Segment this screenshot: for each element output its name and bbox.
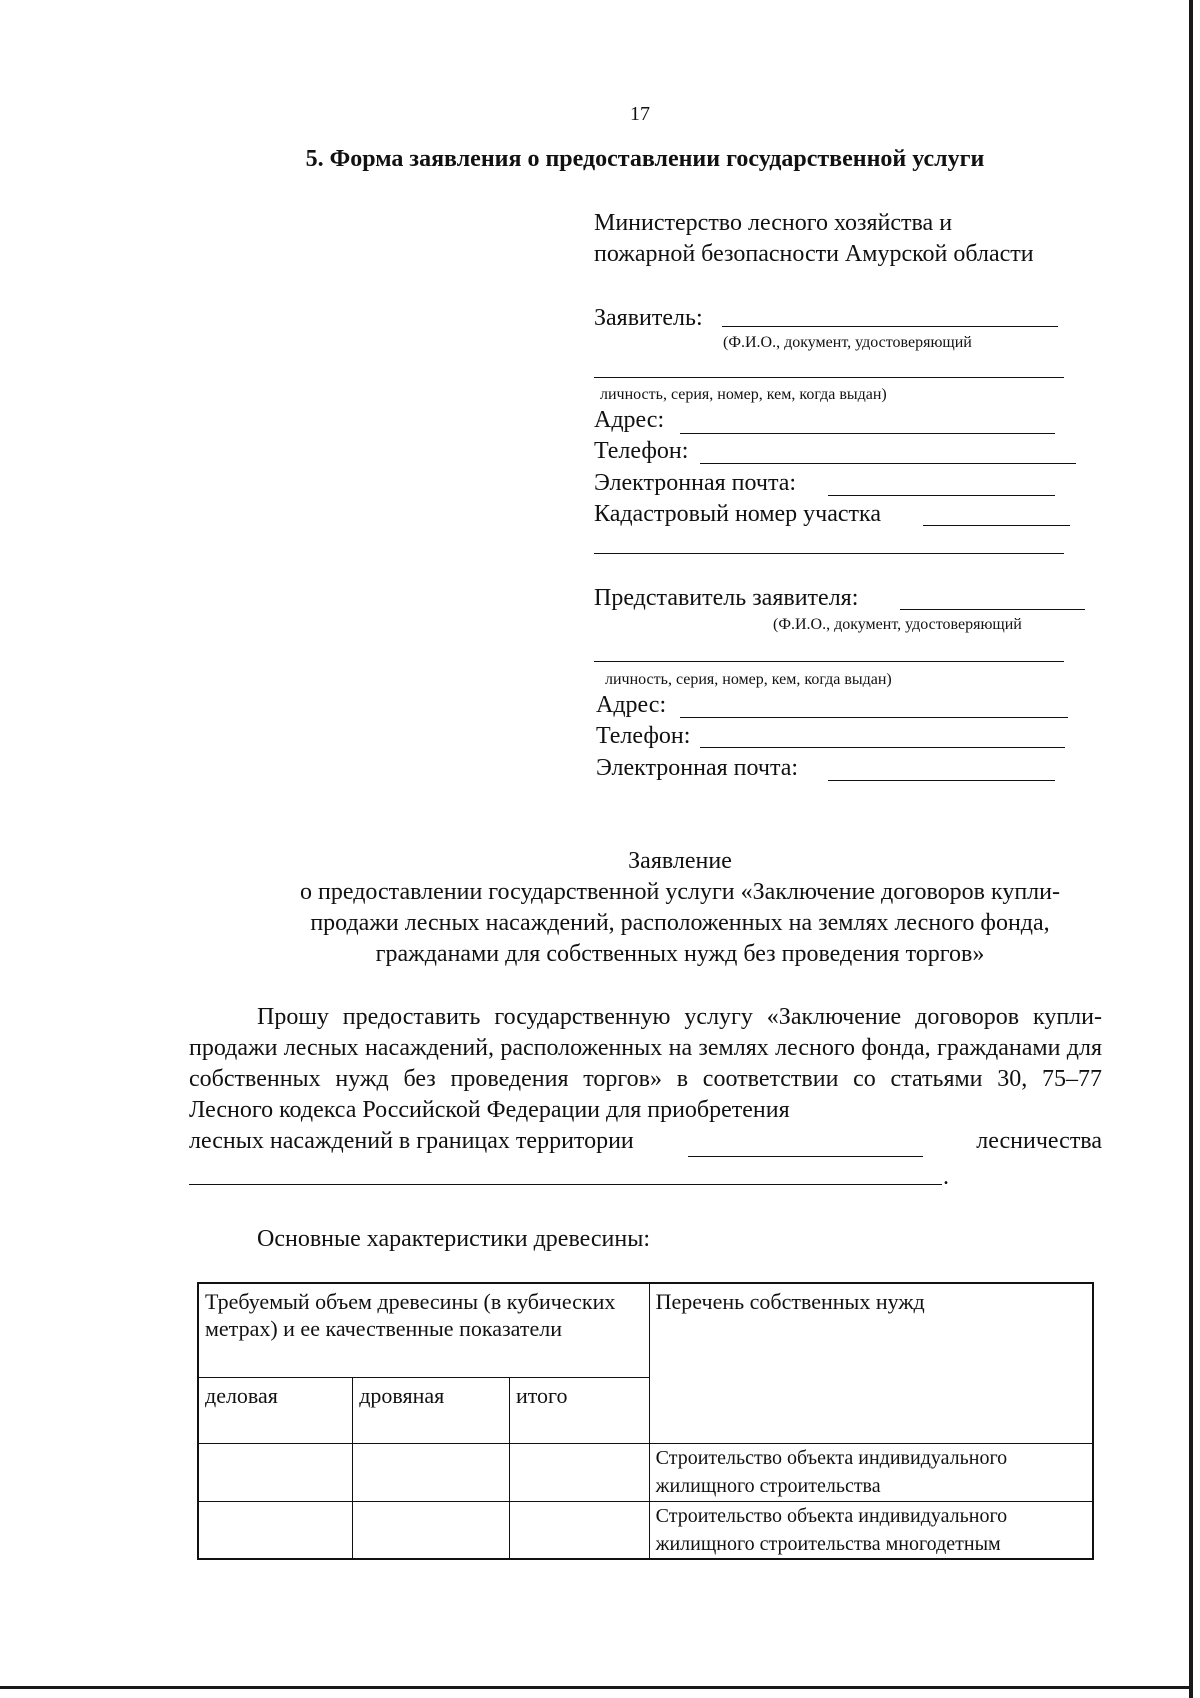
- applicant-email-label: Электронная почта:: [594, 470, 797, 496]
- statement-subtitle-line-2: продажи лесных насаждений, расположенных на землях лесного фонда,: [310, 910, 1050, 936]
- form-heading: 5. Форма заявления о предоставлении государственной услуги: [305, 146, 985, 172]
- addressee-line-2: пожарной безопасности Амурской области: [594, 241, 1034, 267]
- applicant-cadastral-label: Кадастровый номер участка: [594, 501, 881, 527]
- applicant-phone-label: Телефон:: [594, 438, 689, 464]
- representative-hint-line-2: личность, серия, номер, кем, когда выдан): [605, 671, 892, 688]
- need-cell: Строительство объекта индивидуального жилищного строительства: [649, 1443, 1093, 1501]
- total-header: итого: [509, 1377, 649, 1443]
- representative-name-field[interactable]: [900, 609, 1085, 610]
- statement-subtitle-line-3: гражданами для собственных нужд без проведения торгов»: [375, 941, 985, 967]
- applicant-address-field[interactable]: [680, 433, 1055, 434]
- needs-header-cell: Перечень собственных нужд: [649, 1283, 1093, 1443]
- timber-characteristics-table: [197, 1282, 1094, 1560]
- firewood-input-cell[interactable]: [353, 1501, 510, 1559]
- representative-email-field[interactable]: [828, 780, 1055, 781]
- representative-phone-field[interactable]: [700, 747, 1065, 748]
- characteristics-heading: Основные характеристики древесины:: [257, 1226, 651, 1252]
- applicant-email-field[interactable]: [828, 495, 1055, 496]
- representative-address-field[interactable]: [680, 717, 1068, 718]
- applicant-address-label: Адрес:: [594, 407, 665, 433]
- applicant-phone-field[interactable]: [700, 463, 1076, 464]
- firewood-input-cell[interactable]: [353, 1443, 510, 1501]
- firewood-header: дровяная: [353, 1377, 510, 1443]
- request-paragraph-last-line: [189, 1126, 1102, 1157]
- statement-block: [180, 846, 1180, 970]
- applicant-cadastral-field[interactable]: [923, 525, 1070, 526]
- representative-email-label: Электронная почта:: [596, 755, 799, 781]
- territory-label: лесных насаждений в границах территории: [189, 1128, 634, 1154]
- scan-edge-right: [1189, 0, 1193, 1698]
- business-wood-input-cell[interactable]: [198, 1443, 353, 1501]
- page-number: 17: [630, 103, 650, 125]
- table-header-row: [198, 1283, 1093, 1377]
- applicant-cadastral-field-continued[interactable]: [594, 553, 1064, 554]
- applicant-hint-line-1: (Ф.И.О., документ, удостоверяющий: [723, 334, 972, 351]
- total-input-cell[interactable]: [509, 1443, 649, 1501]
- applicant-hint-line-2: личность, серия, номер, кем, когда выдан): [600, 386, 887, 403]
- territory-field[interactable]: [688, 1134, 923, 1157]
- forestry-end-mark: .: [943, 1164, 949, 1190]
- representative-hint-line-1: (Ф.И.О., документ, удостоверяющий: [773, 616, 1022, 633]
- total-input-cell[interactable]: [509, 1501, 649, 1559]
- business-wood-header: деловая: [198, 1377, 353, 1443]
- table-row: [198, 1501, 1093, 1559]
- applicant-document-field[interactable]: [594, 377, 1064, 378]
- applicant-label: Заявитель:: [594, 305, 703, 331]
- representative-address-label: Адрес:: [596, 692, 667, 718]
- statement-subtitle-line-1: о предоставлении государственной услуги «Заключение договоров купли-: [300, 879, 1060, 905]
- applicant-name-field[interactable]: [722, 326, 1058, 327]
- scan-edge-bottom: [0, 1686, 1193, 1689]
- forestry-label: лесничества: [976, 1128, 1102, 1154]
- need-cell: Строительство объекта индивидуального жилищного строительства многодетным: [649, 1501, 1093, 1559]
- statement-title: Заявление: [628, 848, 732, 874]
- forestry-name-field[interactable]: [189, 1184, 942, 1185]
- request-paragraph-text: Прошу предоставить государственную услугу «Заключение договоров купли-продажи лесных насаждений, расположенных на землях лесного фонда, гражданами для собственных нужд без проведения торгов» в соответствии со статьями 30, 75–77 Лесного кодекса Российской Федерации для приобретения: [189, 1004, 1102, 1123]
- business-wood-input-cell[interactable]: [198, 1501, 353, 1559]
- representative-label: Представитель заявителя:: [594, 585, 859, 611]
- request-paragraph: [189, 1002, 1102, 1157]
- representative-document-field[interactable]: [594, 661, 1064, 662]
- table-row: [198, 1443, 1093, 1501]
- volume-header-cell: Требуемый объем древесины (в кубических метрах) и ее качественные показатели: [198, 1283, 649, 1377]
- representative-phone-label: Телефон:: [596, 723, 691, 749]
- addressee-line-1: Министерство лесного хозяйства и: [594, 210, 953, 236]
